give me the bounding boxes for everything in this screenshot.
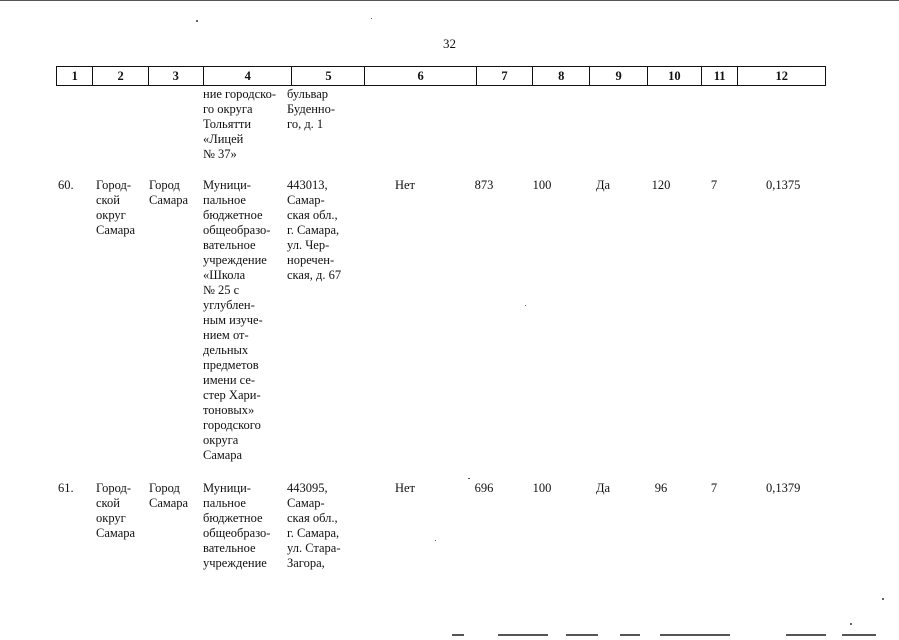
row-60-col7: 873: [474, 178, 494, 192]
row-61-city: Город Самара: [149, 481, 189, 510]
footer-line: [842, 634, 876, 636]
row-60-district: Город- ской округ Самара: [96, 178, 136, 237]
scan-speck: [882, 598, 884, 600]
footer-line: [786, 634, 826, 636]
footer-line: [620, 634, 640, 636]
row-60-col8: 100: [532, 178, 552, 192]
scan-speck: [371, 18, 372, 19]
row-60-institution-name: Муници- пальное бюджетное общеобразо- вательное учреждение «Школа № 25 с углублен- ным изуче- нием от- дельных предметов имени се- стер Хари- тоновых» городского округа Самара: [203, 178, 271, 462]
header-col-1: 1: [57, 67, 93, 86]
header-col-11: 11: [701, 67, 737, 86]
header-col-12: 12: [738, 67, 826, 86]
footer-line: [452, 634, 464, 636]
continued-address: бульвар Буденно- го, д. 1: [287, 87, 336, 131]
row-61-col12: 0,1379: [766, 481, 801, 495]
row-61-col11: 7: [710, 481, 718, 495]
row-61-col9: Да: [595, 481, 611, 495]
scan-speck: [435, 540, 436, 541]
continued-institution-name: ние городско- го округа Тольятти «Лицей № 37»: [203, 87, 277, 161]
header-col-4: 4: [203, 67, 292, 86]
row-61-col6: Нет: [394, 481, 416, 495]
footer-line: [498, 634, 548, 636]
row-61-col7: 696: [474, 481, 494, 495]
row-61-district: Город- ской округ Самара: [96, 481, 136, 540]
scan-speck: [196, 20, 198, 22]
header-col-7: 7: [476, 67, 532, 86]
row-60-col6: Нет: [394, 178, 416, 192]
header-col-2: 2: [93, 67, 148, 86]
header-col-8: 8: [533, 67, 590, 86]
row-61-col10: 96: [654, 481, 668, 495]
row-61-address: 443095, Самар- ская обл., г. Самара, ул. Стара- Загора,: [287, 481, 341, 570]
footer-line: [566, 634, 598, 636]
row-61-institution-name: Муници- пальное бюджетное общеобразо- вательное учреждение: [203, 481, 271, 570]
table-header: [56, 66, 826, 86]
scan-speck: [468, 478, 470, 479]
row-61-col8: 100: [532, 481, 552, 495]
scan-top-edge: [0, 0, 899, 1]
scan-speck: [850, 623, 852, 625]
row-61-number: 61.: [58, 481, 74, 495]
footer-line: [660, 634, 730, 636]
row-60-city: Город Самара: [149, 178, 189, 207]
row-60-col12: 0,1375: [766, 178, 801, 192]
scan-speck: [525, 305, 526, 306]
row-60-col9: Да: [595, 178, 611, 192]
header-col-10: 10: [647, 67, 701, 86]
row-60-number: 60.: [58, 178, 74, 192]
row-60-col11: 7: [710, 178, 718, 192]
row-60-address: 443013, Самар- ская обл., г. Самара, ул. Чер- норечен- ская, д. 67: [287, 178, 342, 282]
row-60-col10: 120: [651, 178, 671, 192]
header-col-9: 9: [590, 67, 647, 86]
header-col-3: 3: [148, 67, 203, 86]
page-number: 32: [443, 36, 456, 51]
header-col-5: 5: [292, 67, 365, 86]
header-col-6: 6: [365, 67, 476, 86]
